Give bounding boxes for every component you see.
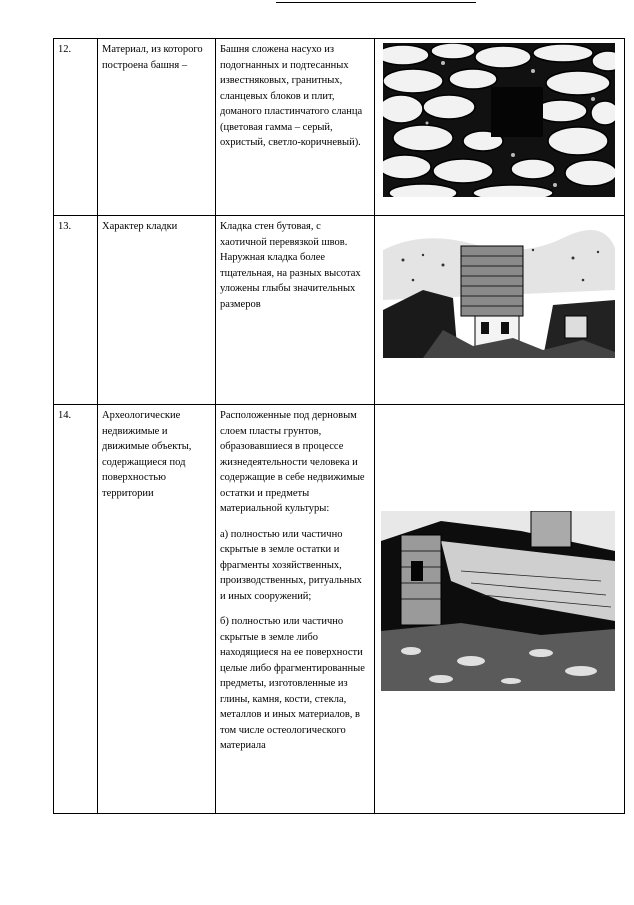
row-parameter-name: Археологические недвижимые и движимые объекты, содержащиеся под поверхностью территории xyxy=(98,405,216,814)
row-number: 13. xyxy=(54,216,98,405)
table-row xyxy=(54,216,625,405)
description-paragraph: Башня сложена насухо из подогнанных и подтесанных известняковых, гранитных, сланцевых блоков и плит, доманого пластинчатого сланца (цветовая гамма – серый, охристый, светло-коричневый). xyxy=(220,44,363,148)
description-paragraph: б) полностью или частично скрытые в земле либо находящиеся на ее поверхности целые либо фрагментированные предметы, изготовленные из глины, камня, кости, стекла, металлов и иных материалов, в том числе остеологического материала xyxy=(220,616,365,751)
row-description xyxy=(216,216,375,405)
row-description xyxy=(216,405,375,814)
row-description xyxy=(216,39,375,216)
row-number: 12. xyxy=(54,39,98,216)
photo-cell xyxy=(375,39,625,216)
header-rule xyxy=(276,2,476,3)
table-row xyxy=(54,405,625,814)
stone-wall-photo xyxy=(383,43,615,197)
table-row xyxy=(54,39,625,216)
tower-landscape-photo xyxy=(383,220,615,358)
photo-cell xyxy=(375,405,625,814)
description-paragraph: а) полностью или частично скрытые в земле остатки и фрагменты хозяйственных, производственных, ритуальных и иных сооружений; xyxy=(220,528,362,602)
row-number: 14. xyxy=(54,405,98,814)
description-paragraph: Кладка стен бутовая, с хаотичной перевязкой швов. Наружная кладка более тщательная, на разных высотах уложены глыбы значительных размеров xyxy=(220,221,361,310)
photo-cell xyxy=(375,216,625,405)
row-parameter-name: Материал, из которого построена башня – xyxy=(98,39,216,216)
ruins-photo xyxy=(381,511,615,691)
row-parameter-name: Характер кладки xyxy=(98,216,216,405)
description-paragraph: Расположенные под дерновым слоем пласты грунтов, образовавшиеся в процессе жизнедеятельности человека и содержащие в себе недвижимые остатки и предметы материальной культуры: xyxy=(220,410,365,514)
monument-characteristics-table xyxy=(53,38,625,814)
